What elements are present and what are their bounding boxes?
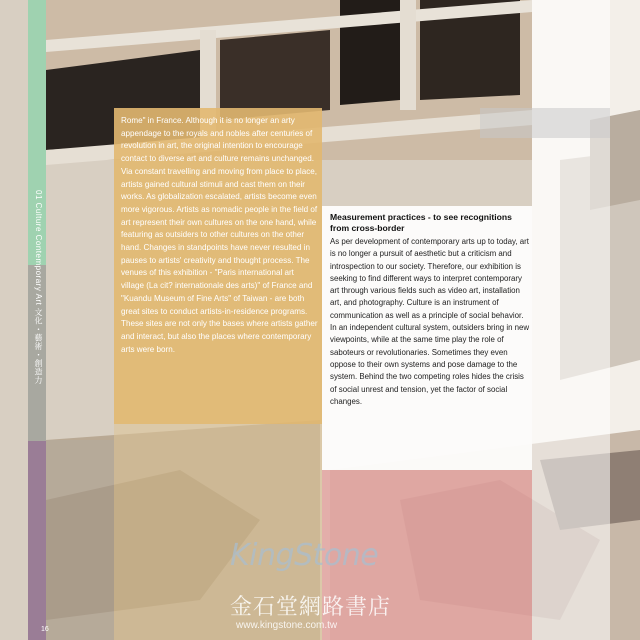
side-section-label: 01 Culture Contemporary Art 文化・藝術・創造力 bbox=[34, 190, 43, 385]
left-column-text: Rome" in France. Although it is no longer an arty appendage to the royals and nobles after centuries of revolution in art, the original intention to encourage contact to diverse art and culture remains unchanged. Via constant travelling and moving from place to place, artists gained cultural stimuli and cast them on their works. As globalization escalated, artists become even more vigorous. Artists as nomadic people in the field of art represent their own cultures on the one hand, while featuring as outsiders to other cultures on the other hand. Changes in standpoints have never resulted in pauses to artists' creativity and thought process. The venues of this exhibition - "Paris international art village (La cit? internationale des arts)" of France and "Kuandu Museum of Fine Arts" of Taiwan - are both great sites to conduct artists-in-residence programs. These sites are not only the bases where artists gather and interact, but also the places where contemporary arts were born. bbox=[121, 116, 318, 354]
page-number: 16 bbox=[41, 626, 49, 633]
overlay-left-lower bbox=[46, 440, 114, 640]
watermark-url: www.kingstone.com.tw bbox=[236, 620, 338, 631]
right-column-text: As per development of contemporary arts up to today, art is no longer a pursuit of aesthetic but a criticism and introspection to our society. Therefore, our exhibition is seeking to find different ways to interpret contemporary art through various fields such as video art, installation art, and photography. Culture is an instrument of communication as well as a principle of social behavior. In an independent cultural system, outsiders bring in new viewpoints, while at the same time play the role of saboteurs or revolutionaries. Sometimes they even oppose to their own systems and pose damage to the system. Behind the two competing roles hides the crisis of social unrest and tension, yet the factor of social changes. bbox=[330, 237, 530, 406]
overlay-right-band bbox=[532, 0, 610, 640]
side-strip-purple bbox=[28, 441, 46, 640]
overlay-right-grey bbox=[480, 108, 610, 138]
watermark-chinese: 金石堂網路書店 bbox=[230, 595, 392, 620]
right-column bbox=[330, 212, 530, 408]
watermark-brand: KingStone bbox=[230, 538, 379, 573]
right-column-title: Measurement practices - to see recognitions from cross-border bbox=[330, 212, 512, 233]
